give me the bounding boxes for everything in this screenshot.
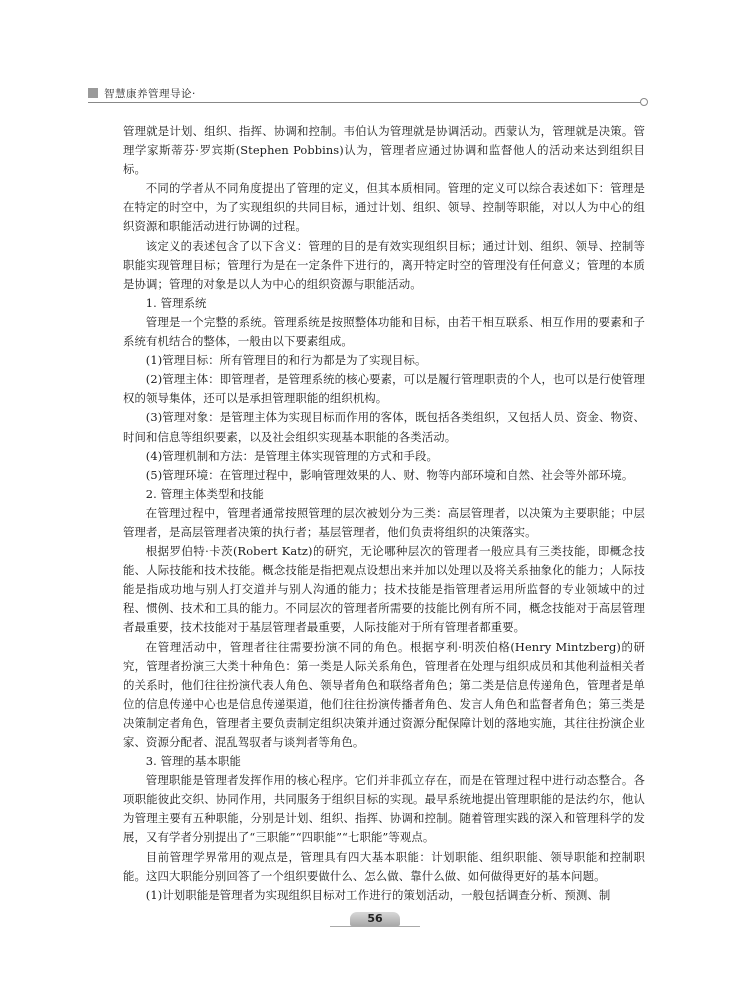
paragraph: 管理就是计划、组织、指挥、协调和控制。韦伯认为管理就是协调活动。西蒙认为，管理就是决策。管理学家斯蒂芬·罗宾斯(Stephen Pobbins)认为，管理者应通过协调和监督他人的活动来达到组织目标。 xyxy=(123,124,645,177)
paragraph: 根据罗伯特·卡茨(Robert Katz)的研究，无论哪种层次的管理者一般应具有三类技能，即概念技能、人际技能和技术技能。概念技能是指把观点设想出来并加以处理以及将关系抽象化的能力；人际技能是指成功地与别人打交道并与别人沟通的能力；技术技能是指管理者运用所监督的专业领域中的过程、惯例、技术和工具的能力。不同层次的管理者所需要的技能比例有所不同，概念技能对于高层管理者最重要，技术技能对于基层管理者最重要，人际技能对于所有管理者都重要。 xyxy=(123,544,645,635)
section-heading: 2. 管理主体类型和技能 xyxy=(145,486,265,501)
running-header xyxy=(88,86,648,108)
paragraph: (3)管理对象：是管理主体为实现目标而作用的客体，既包括各类组织，又包括人员、资金、物资、时间和信息等组织要素，以及社会组织实现基本职能的各类活动。 xyxy=(123,410,645,444)
body-text xyxy=(123,122,645,905)
paragraph: 管理是一个完整的系统。管理系统是按照整体功能和目标，由若干相互联系、相互作用的要素和子系统有机结合的整体，一般由以下要素组成。 xyxy=(123,314,645,349)
header-marker-square xyxy=(88,88,98,98)
paragraph: 在管理过程中，管理者通常按照管理的层次被划分为三类：高层管理者，以决策为主要职能；中层管理者，是高层管理者决策的执行者；基层管理者，他们负责将组织的决策落实。 xyxy=(123,505,645,539)
paragraph: 不同的学者从不同角度提出了管理的定义，但其本质相同。管理的定义可以综合表述如下：管理是在特定的时空中，为了实现组织的共同目标，通过计划、组织、领导、控制等职能，对以人为中心的组织资源和职能活动进行协调的过程。 xyxy=(123,181,645,234)
paragraph: (1)管理目标：所有管理目的和行为都是为了实现目标。 xyxy=(145,353,427,368)
paragraph: (4)管理机制和方法：是管理主体实现管理的方式和手段。 xyxy=(145,448,439,463)
footer-rule xyxy=(330,926,420,927)
paragraph: (1)计划职能是管理者为实现组织目标对工作进行的策划活动，一般包括调查分析、预测、制 xyxy=(145,887,611,902)
section-heading: 3. 管理的基本职能 xyxy=(145,754,242,769)
header-rule-end-circle xyxy=(640,98,648,106)
header-rule xyxy=(88,102,642,103)
paragraph: 管理职能是管理者发挥作用的核心程序。它们并非孤立存在，而是在管理过程中进行动态整合。各项职能彼此交织、协同作用，共同服务于组织目标的实现。最早系统地提出管理职能的是法约尔，他认为管理主要有五种职能，分别是计划、组织、指挥、协调和控制。随着管理实践的深入和管理科学的发展，又有学者分别提出了“三职能”“四职能”“七职能”等观点。 xyxy=(123,773,645,845)
section-heading: 1. 管理系统 xyxy=(145,295,207,310)
paragraph: 目前管理学界常用的观点是，管理具有四大基本职能：计划职能、组织职能、领导职能和控制职能。这四大职能分别回答了一个组织要做什么、怎么做、靠什么做、如何做得更好的基本问题。 xyxy=(123,849,645,883)
paragraph: (5)管理环境：在管理过程中，影响管理效果的人、财、物等内部环境和自然、社会等外部环境。 xyxy=(145,467,634,482)
page-footer xyxy=(0,910,750,930)
paragraph: 在管理活动中，管理者往往需要扮演不同的角色。根据亨利·明茨伯格(Henry Mintzberg)的研究，管理者扮演三大类十种角色：第一类是人际关系角色，管理者在处理与组织成员和其他利益相关者的关系时，他们往往扮演代表人角色、领导者角色和联络者角色；第二类是信息传递角色，管理者是单位的信息传递中心也是信息传递渠道，他们往往扮演传播者角色、发言人角色和监督者角色；第三类是决策制定者角色，管理者主要负责制定组织决策并通过资源分配保障计划的落地实施，其往往扮演企业家、资源分配者、混乱驾驭者与谈判者等角色。 xyxy=(123,639,645,749)
page-number: 56 xyxy=(367,912,383,925)
paragraph: 该定义的表述包含了以下含义：管理的目的是有效实现组织目标；通过计划、组织、领导、控制等职能实现管理目标；管理行为是在一定条件下进行的，离开特定时空的管理没有任何意义；管理的本质是协调；管理的对象是以人为中心的组织资源与职能活动。 xyxy=(123,238,645,291)
paragraph: (2)管理主体：即管理者，是管理系统的核心要素，可以是履行管理职责的个人，也可以是行使管理权的领导集体，还可以是承担管理职能的组织机构。 xyxy=(123,372,645,406)
running-header-title: 智慧康养管理导论· xyxy=(104,88,196,100)
